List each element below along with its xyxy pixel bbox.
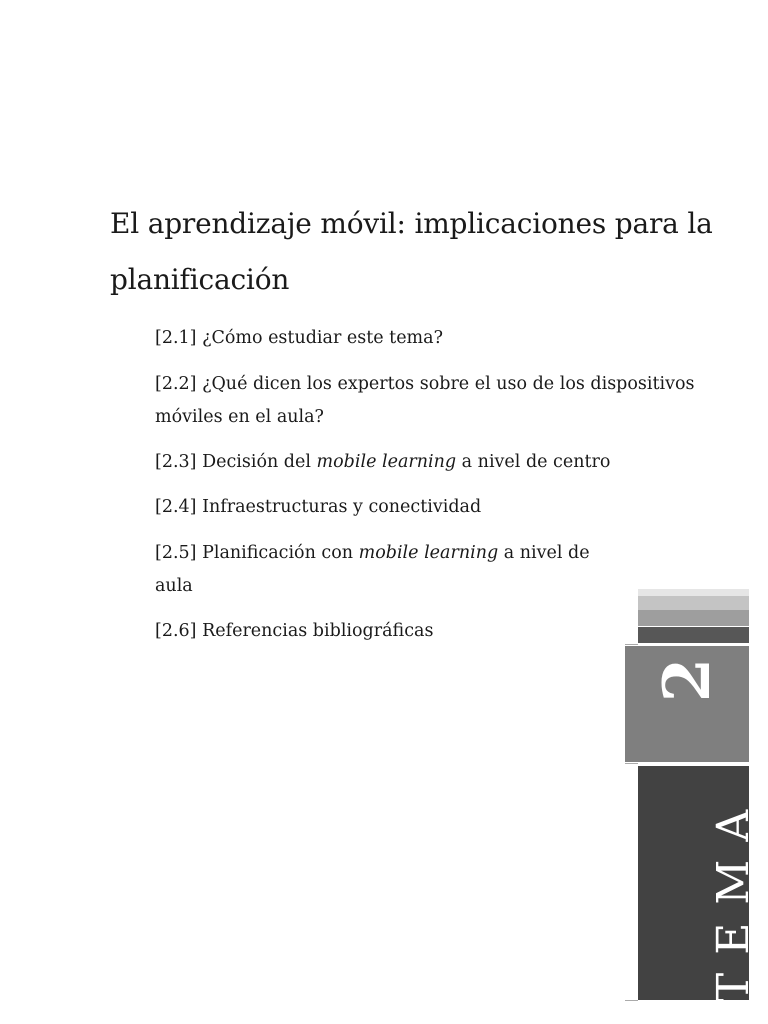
tab-stripe-dark	[638, 627, 749, 643]
toc-number: [2.6]	[155, 621, 197, 641]
toc-text: Planificación con	[202, 543, 354, 563]
toc-item-2-4[interactable]	[155, 491, 715, 524]
toc-text: Decisión del	[202, 452, 311, 472]
toc-item-2-5[interactable]	[155, 537, 620, 603]
tab-stripe-light	[638, 589, 749, 596]
toc-number: [2.4]	[155, 497, 197, 517]
tema-number-box	[625, 646, 749, 762]
toc-item-2-2[interactable]	[155, 368, 715, 434]
toc-text-italic: mobile learning	[316, 452, 457, 472]
page-title: El aprendizaje móvil: implicaciones para la planificación	[110, 207, 713, 296]
toc-number: [2.5]	[155, 543, 197, 563]
tema-label-box	[638, 766, 759, 1003]
tema-number: 2	[649, 657, 725, 703]
toc-text: a nivel de aula	[155, 543, 590, 596]
toc-number: [2.1]	[155, 328, 197, 348]
toc-text: ¿Cómo estudiar este tema?	[202, 328, 443, 348]
tab-divider	[625, 1000, 638, 1001]
toc-text: Infraestructuras y conectividad	[202, 497, 482, 517]
tab-stripe-mid	[638, 610, 749, 626]
tema-label-wrap	[678, 766, 768, 1003]
tab-stripe-lighter	[638, 596, 749, 610]
toc-text: Referencias bibliográficas	[202, 621, 434, 641]
toc-text: ¿Qué dicen los expertos sobre el uso de los dispositivos móviles en el aula?	[155, 374, 695, 427]
toc-number: [2.3]	[155, 452, 197, 472]
toc-text: a nivel de centro	[461, 452, 611, 472]
toc-item-2-1[interactable]	[155, 322, 715, 355]
tab-divider	[625, 763, 638, 764]
toc-item-2-3[interactable]	[155, 446, 715, 479]
toc-text-italic: mobile learning	[358, 543, 499, 563]
toc-number: [2.2]	[155, 374, 197, 394]
tema-label: TEMA	[708, 791, 759, 1003]
